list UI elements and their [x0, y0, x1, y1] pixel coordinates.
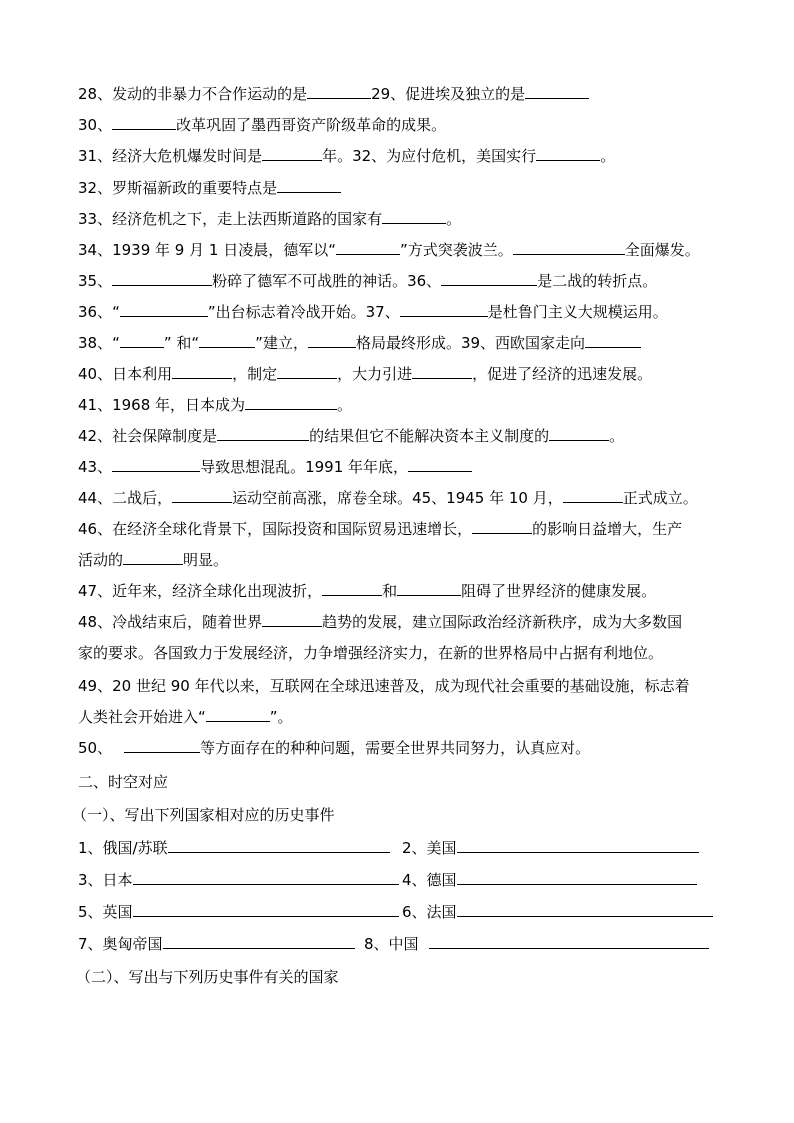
question-38-label: 38、“ [78, 334, 120, 352]
question-31-32 [78, 146, 615, 166]
answer-blank[interactable] [549, 426, 609, 441]
question-30-text: 改革巩固了墨西哥资产阶级革命的成果。 [176, 116, 447, 134]
question-40-text: 40、日本利用 [78, 365, 173, 383]
answer-blank[interactable] [336, 240, 400, 255]
question-46-text: 46、在经济全球化背景下，国际投资和国际贸易迅速增长， [78, 520, 473, 538]
country-row-3 [78, 902, 713, 922]
answer-blank[interactable] [382, 209, 446, 224]
answer-blank[interactable] [163, 934, 355, 949]
question-36-37 [78, 302, 668, 322]
answer-blank[interactable] [217, 426, 309, 441]
question-47-text-3: 阻碍了世界经济的健康发展。 [461, 582, 657, 600]
question-41-text: 41、1968 年，日本成为 [78, 396, 246, 414]
question-49-text-2: 人类社会开始进入“ [78, 708, 206, 726]
country-item [78, 902, 402, 922]
answer-blank[interactable] [245, 395, 337, 410]
question-47-text-2: 和 [382, 582, 398, 600]
punctuation: 。 [609, 427, 625, 445]
question-36-label: 36、“ [78, 303, 120, 321]
country-item [78, 838, 402, 858]
question-32 [78, 178, 341, 198]
question-46-text-4: 明显。 [183, 551, 229, 569]
question-44-45 [78, 488, 698, 508]
question-34-text-2: ”方式突袭波兰。 [399, 241, 513, 259]
country-item [78, 870, 402, 890]
question-40-text-3: ，大力引进 [337, 365, 413, 383]
question-38-text-2: ”建立， [255, 334, 308, 352]
country-label: 4、德国 [402, 871, 457, 889]
question-30-label: 30、 [78, 116, 113, 134]
question-40 [78, 364, 652, 384]
answer-blank[interactable] [457, 902, 713, 917]
question-34-text-3: 全面爆发。 [624, 241, 700, 259]
question-46-text-2: 的影响日益增大，生产 [532, 520, 683, 538]
question-43 [78, 457, 472, 477]
question-28-text: 28、发动的非暴力不合作运动的是 [78, 85, 308, 103]
question-33 [78, 209, 461, 229]
question-30 [78, 115, 446, 135]
country-label: 1、俄国/苏联 [78, 839, 168, 857]
answer-blank[interactable] [441, 271, 537, 286]
answer-blank[interactable] [123, 550, 183, 565]
answer-blank[interactable] [536, 146, 600, 161]
question-35-36 [78, 271, 657, 291]
question-44-text: 44、二战后， [78, 489, 173, 507]
answer-blank[interactable] [199, 333, 255, 348]
question-50-text: 等方面存在的种种问题，需要全世界共同努力，认真应对。 [200, 739, 591, 757]
question-34-text: 34、1939 年 9 月 1 日凌晨，德军以“ [78, 241, 336, 259]
question-33-text: 33、经济危机之下，走上法西斯道路的国家有 [78, 210, 383, 228]
section-2-sub-2 [76, 967, 339, 987]
answer-blank[interactable] [112, 457, 200, 472]
question-43-text: 导致思想混乱。1991 年年底， [200, 458, 409, 476]
subsection-heading: （二）、写出与下列历史事件有关的国家 [76, 968, 339, 986]
subsection-heading: （一）、写出下列国家相对应的历史事件 [72, 806, 335, 824]
question-42 [78, 426, 624, 446]
country-row-2 [78, 870, 697, 890]
section-2-title [78, 772, 168, 792]
country-item [78, 934, 364, 954]
punctuation: ”。 [269, 708, 293, 726]
country-label: 3、日本 [78, 871, 133, 889]
country-label: 7、奥匈帝国 [78, 935, 163, 953]
answer-blank[interactable] [277, 364, 337, 379]
question-40-text-4: ，促进了经济的迅速发展。 [472, 365, 653, 383]
question-35-text: 粉碎了德军不可战胜的神话。36、 [212, 272, 442, 290]
question-45-text: 运动空前高涨，席卷全球。45、1945 年 10 月， [232, 489, 563, 507]
question-35-label: 35、 [78, 272, 113, 290]
answer-blank[interactable] [513, 240, 625, 255]
question-32-text: 32、罗斯福新政的重要特点是 [78, 179, 278, 197]
question-38-text: ” 和“ [163, 334, 200, 352]
answer-blank[interactable] [563, 488, 623, 503]
question-37-text: 是杜鲁门主义大规模运用。 [487, 303, 668, 321]
answer-blank[interactable] [397, 581, 461, 596]
question-49-text: 49、20 世纪 90 年代以来，互联网在全球迅速普及，成为现代社会重要的基础设施，标志着 [78, 677, 690, 695]
punctuation: 。 [600, 147, 616, 165]
question-49-continued [78, 707, 293, 727]
answer-blank[interactable] [206, 707, 270, 722]
country-label: 8、中国 [364, 935, 419, 953]
country-label: 2、美国 [402, 839, 457, 857]
question-29-text: 29、促进埃及独立的是 [371, 85, 526, 103]
answer-blank[interactable] [120, 333, 164, 348]
answer-blank[interactable] [525, 84, 589, 99]
question-49 [78, 676, 690, 696]
answer-blank[interactable] [472, 519, 532, 534]
question-34 [78, 240, 700, 260]
question-31-text: 31、经济大危机爆发时间是 [78, 147, 263, 165]
question-38-39 [78, 333, 641, 353]
answer-blank[interactable] [262, 612, 322, 627]
question-42-text-2: 的结果但它不能解决资本主义制度的 [309, 427, 550, 445]
answer-blank[interactable] [277, 178, 341, 193]
answer-blank[interactable] [112, 271, 212, 286]
question-43-label: 43、 [78, 458, 113, 476]
question-32-text: 年。32、为应付危机，美国实行 [322, 147, 537, 165]
answer-blank[interactable] [400, 302, 488, 317]
question-48-text-3: 家的要求。各国致力于发展经济，力争增强经济实力，在新的世界格局中占据有利地位。 [78, 644, 664, 662]
question-47-text: 47、近年来，经济全球化出现波折， [78, 582, 323, 600]
question-47 [78, 581, 656, 601]
question-48-continued [78, 643, 663, 663]
question-46-continued [78, 550, 228, 570]
question-46-text-3: 活动的 [78, 551, 124, 569]
country-label: 6、法国 [402, 903, 457, 921]
punctuation: 。 [446, 210, 462, 228]
answer-blank[interactable] [172, 488, 232, 503]
question-48-text: 48、冷战结束后，随着世界 [78, 613, 263, 631]
punctuation: 。 [337, 396, 353, 414]
question-42-text: 42、社会保障制度是 [78, 427, 218, 445]
question-28-29 [78, 84, 589, 104]
section-2-sub-1 [72, 805, 335, 825]
question-40-text-2: ，制定 [232, 365, 278, 383]
question-48-text-2: 趋势的发展，建立国际政治经济新秩序，成为大多数国 [322, 613, 683, 631]
question-45-text-2: 正式成立。 [622, 489, 698, 507]
answer-blank[interactable] [412, 364, 472, 379]
answer-blank[interactable] [308, 333, 356, 348]
answer-blank[interactable] [112, 115, 176, 130]
answer-blank[interactable] [133, 870, 399, 885]
country-row-4 [78, 934, 709, 954]
answer-blank[interactable] [408, 457, 472, 472]
question-41 [78, 395, 352, 415]
question-48 [78, 612, 682, 632]
answer-blank[interactable] [307, 84, 371, 99]
country-row-1 [78, 838, 699, 858]
answer-blank[interactable] [120, 302, 208, 317]
answer-blank[interactable] [457, 838, 699, 853]
question-46 [78, 519, 682, 539]
answer-blank[interactable] [124, 738, 200, 753]
answer-blank[interactable] [429, 934, 709, 949]
question-39-text: 格局最终形成。39、西欧国家走向 [355, 334, 586, 352]
answer-blank[interactable] [133, 902, 399, 917]
answer-blank[interactable] [262, 146, 322, 161]
question-36-text: 是二战的转折点。 [537, 272, 658, 290]
section-heading: 二、时空对应 [78, 773, 169, 791]
answer-blank[interactable] [172, 364, 232, 379]
country-label: 5、英国 [78, 903, 133, 921]
answer-blank[interactable] [322, 581, 382, 596]
answer-blank[interactable] [457, 870, 697, 885]
question-50 [78, 738, 590, 758]
question-36-text: ”出台标志着冷战开始。37、 [207, 303, 400, 321]
question-50-label: 50、 [78, 739, 113, 757]
answer-blank[interactable] [585, 333, 641, 348]
answer-blank[interactable] [168, 838, 390, 853]
